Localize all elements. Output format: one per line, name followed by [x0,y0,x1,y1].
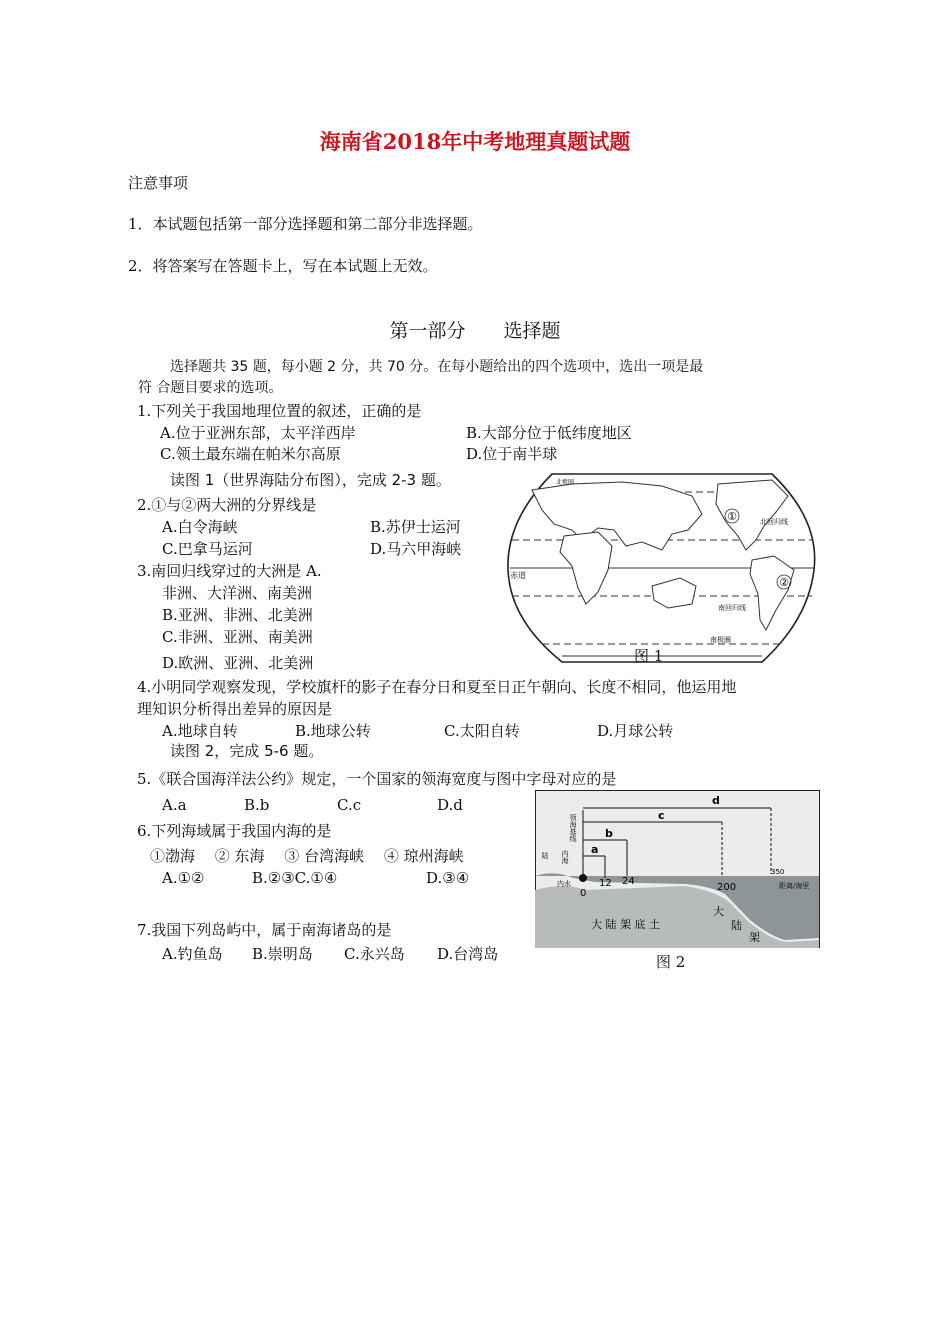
q6-stem: 6.下列海域属于我国内海的是 [137,822,332,840]
notice-item-2: 2．将答案写在答题卡上，写在本试题上无效。 [128,257,438,275]
q7-option-c: C.永兴岛 [344,945,405,963]
q2-option-b: B.苏伊士运河 [370,518,461,536]
q4-stem-line-1: 4.小明同学观察发现，学校旗杆的影子在春分日和夏至日正午朝向、长度不相同，他运用地 [137,678,737,696]
q6-option-a: A.①② [162,869,205,887]
notice-heading: 注意事项 [128,174,189,192]
q6-choices: ①渤海 ② 东海 ③ 台湾海峡 ④ 琼州海峡 [150,847,464,865]
label-arctic-circle: 北极圈 [556,479,575,486]
label-d: d [712,794,720,807]
value-12: 12 [599,878,612,889]
q7-option-b: B.崇明岛 [252,945,313,963]
label-continent-2: ② [779,576,789,589]
read-figure-1: 读图 1（世界海陆分布图），完成 2-3 题。 [170,471,451,489]
q3-stem: 3.南回归线穿过的大洲是 A. [137,562,322,580]
label-land: 陆 [541,852,549,859]
label-shelf-1: 大 [713,905,724,918]
value-24: 24 [622,876,635,887]
q4-option-c: C.太阳自转 [444,722,520,740]
figure-2-caption: 图 2 [656,953,686,971]
q6-option-d: D.③④ [426,869,470,887]
label-equator: 赤道 [510,571,526,580]
part1-instruction-2: 符 合题目要求的选项。 [138,380,283,396]
part1-title: 第一部分 选择题 [389,320,561,342]
q1-option-a: A.位于亚洲东部，太平洋西岸 [160,424,356,442]
q2-option-c: C.巴拿马运河 [162,540,253,558]
value-0: 0 [580,888,587,899]
figure-1-caption: 图 1 [634,647,664,665]
read-figure-2: 读图 2，完成 5-6 题。 [170,742,324,760]
label-b: b [605,827,613,840]
label-baseline: 领海基线 [569,814,577,842]
label-a: a [591,843,599,856]
notice-item-1: 1．本试题包括第一部分选择题和第二部分非选择题。 [128,215,483,233]
q4-option-d: D.月球公转 [597,722,674,740]
label-shelf-2: 陆 [731,919,742,932]
q5-option-c: C.c [337,796,362,814]
q7-stem: 7.我国下列岛屿中，属于南海诸岛的是 [137,921,392,939]
page-title: 海南省2018年中考地理真题试题 [319,129,631,154]
q7-option-a: A.钓鱼岛 [162,945,223,963]
q4-stem-line-2: 理知识分析得出差异的原因是 [137,700,333,718]
label-continent-1: ① [727,510,737,523]
q5-stem: 5.《联合国海洋法公约》规定，一个国家的领海宽度与图中字母对应的是 [137,770,617,788]
q5-option-b: B.b [244,796,270,814]
q4-option-a: A.地球自转 [162,722,238,740]
label-inland-water: 内水 [557,880,571,888]
q5-option-d: D.d [437,796,463,814]
figure-1-world-map [502,470,822,666]
label-tropic-capricorn: 南回归线 [718,604,746,612]
q3-option-c: C.非洲、亚洲、南美洲 [162,628,313,646]
value-200: 200 [717,882,737,893]
q1-option-b: B.大部分位于低纬度地区 [466,424,632,442]
q3-option-a: 非洲、大洋洲、南美洲 [162,584,313,602]
q5-option-a: A.a [162,796,187,814]
label-tropic-cancer: 北回归线 [760,518,788,526]
value-350: 350 [771,868,785,876]
label-antarctic-circle: 南极圈 [710,636,731,644]
q3-option-d: D.欧洲、亚洲、北美洲 [162,654,314,672]
q6-option-bc: B.②③C.①④ [252,869,338,887]
q2-stem: 2.①与②两大洲的分界线是 [137,496,317,514]
q1-stem: 1.下列关于我国地理位置的叙述，正确的是 [137,402,422,420]
q2-option-a: A.白令海峡 [162,518,238,536]
q4-option-b: B.地球公转 [295,722,371,740]
label-distance: 距离/海里 [779,882,810,890]
part1-instruction-1: 选择题共 35 题，每小题 2 分，共 70 分。在每小题给出的四个选项中，选出一项是最 [170,359,704,375]
q7-option-d: D.台湾岛 [437,945,499,963]
q2-option-d: D.马六甲海峡 [370,540,462,558]
q3-option-b: B.亚洲、非洲、北美洲 [162,606,313,624]
q1-option-d: D.位于南半球 [466,445,558,463]
label-shelf-3: 架 [749,931,760,944]
label-c: c [658,809,665,822]
label-internal-sea: 内海 [561,850,569,864]
figure-2-sea-zones [535,790,820,948]
q1-option-c: C.领土最东端在帕米尔高原 [160,445,341,463]
label-shelf-subsoil: 大 陆 架 底 土 [591,918,660,931]
